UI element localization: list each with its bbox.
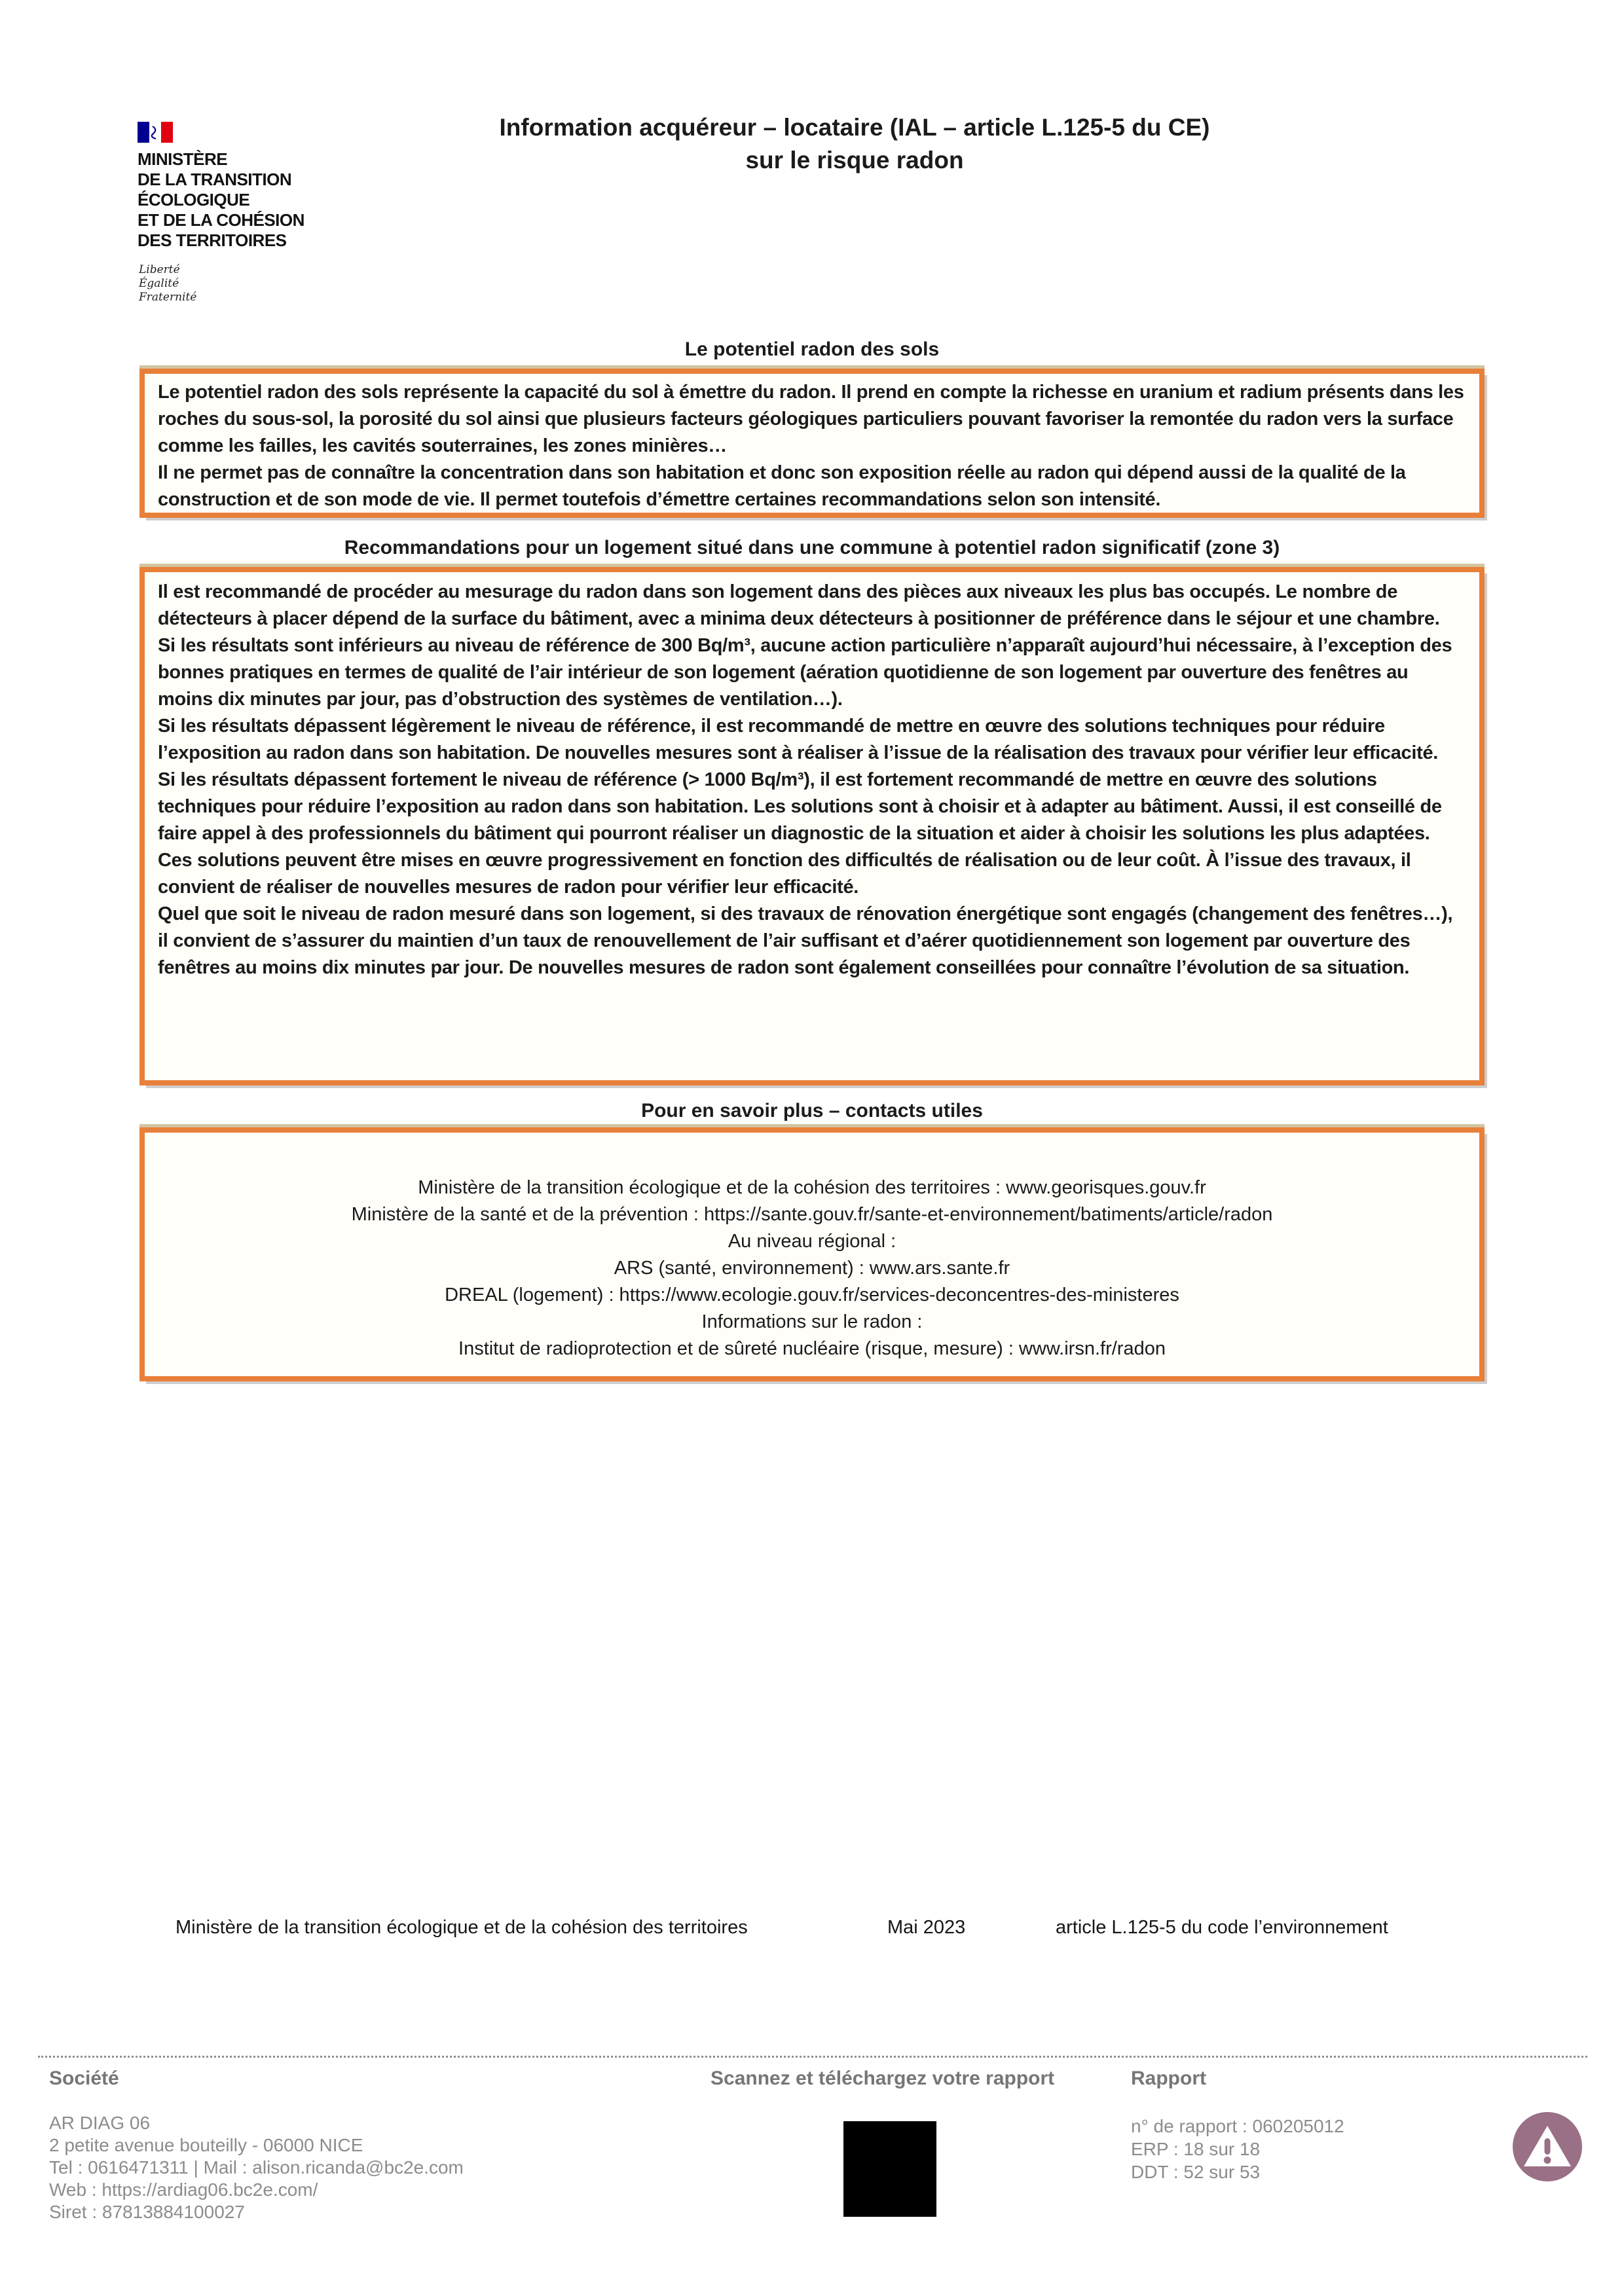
page-title-line2: sur le risque radon — [745, 147, 964, 173]
contact-line: Informations sur le radon : — [701, 1311, 923, 1332]
rapport-details — [1131, 2115, 1344, 2183]
contact-line: Ministère de la santé et de la prévention : https://sante.gouv.fr/sante-et-environnement/batiments/article/radon — [351, 1204, 1273, 1225]
footer-source: Ministère de la transition écologique et de la cohésion des territoires — [175, 1917, 748, 1938]
potentiel-box — [139, 369, 1485, 518]
warning-triangle-icon — [1513, 2112, 1582, 2181]
recommandations-paragraph: Si les résultats dépassent légèrement le niveau de référence, il est recommandé de mettre en œuvre des solutions techniques pour réduire l’exposition au radon dans son habitation. De nouvelles mesures sont à réaliser à l’issue de la réalisation des travaux pour vérifier leur efficacité. — [158, 716, 1439, 763]
ministry-name — [138, 149, 304, 251]
societe-heading: Société — [49, 2068, 119, 2089]
societe-web: Web : https://ardiag06.bc2e.com/ — [49, 2179, 318, 2200]
motto-line: Fraternité — [139, 291, 197, 304]
scan-heading: Scannez et téléchargez votre rapport — [710, 2068, 1055, 2089]
societe-siret: Siret : 87813884100027 — [49, 2202, 245, 2222]
contact-line: Au niveau régional : — [728, 1231, 896, 1252]
societe-name: AR DIAG 06 — [49, 2113, 151, 2133]
rapport-ddt: DDT : 52 sur 53 — [1131, 2162, 1261, 2182]
societe-contact: Tel : 0616471311 | Mail : alison.ricanda@bc2e.com — [49, 2157, 464, 2178]
contact-line: Institut de radioprotection et de sûreté nucléaire (risque, mesure) : www.irsn.fr/radon — [458, 1338, 1166, 1359]
recommandations-paragraph: Il est recommandé de procéder au mesurage du radon dans son logement dans des pièces aux niveaux les plus bas occupés. Le nombre de détecteurs à placer dépend de la surface du bâtiment, avec a minima deux détecteurs à positionner de préférence dans le séjour et une chambre. — [158, 581, 1440, 629]
french-flag-icon — [138, 122, 173, 146]
contact-line: Ministère de la transition écologique et de la cohésion des territoires : www.georisques.gouv.fr — [418, 1177, 1206, 1198]
ministry-name-line: DE LA TRANSITION — [138, 170, 292, 189]
potentiel-paragraph: Le potentiel radon des sols représente la capacité du sol à émettre du radon. Il prend en compte la richesse en uranium et radium présents dans les roches du sous-sol, la porosité du sol ainsi que plusieurs facteurs géologiques particuliers pouvant favoriser la remontée du radon vers la surface comme les failles, les cavités souterraines, les zones minières… — [158, 382, 1464, 456]
ministry-name-line: MINISTÈRE — [138, 149, 228, 169]
qr-code-image — [843, 2121, 936, 2217]
motto-line: Liberté — [139, 263, 180, 276]
footer-date: Mai 2023 — [887, 1917, 966, 1938]
section-heading-recommandations: Recommandations pour un logement situé dans une commune à potentiel radon significatif (zone 3) — [344, 537, 1280, 558]
ministry-motto — [139, 263, 196, 304]
ministry-name-line: ÉCOLOGIQUE — [138, 190, 250, 210]
recommandations-paragraph: Si les résultats sont inférieurs au niveau de référence de 300 Bq/m³, aucune action particulière n’apparaît aujourd’hui nécessaire, à l’exception des bonnes pratiques en termes de qualité de l’air intérieur de son logement (aération quotidienne de son logement par ouverture des fenêtres au moins dix minutes par jour, pas d’obstruction des systèmes de ventilation…). — [158, 635, 1452, 710]
contact-line: DREAL (logement) : https://www.ecologie.gouv.fr/services-deconcentres-des-ministeres — [445, 1285, 1179, 1305]
contact-line: ARS (santé, environnement) : www.ars.sante.fr — [614, 1258, 1010, 1279]
rapport-erp: ERP : 18 sur 18 — [1131, 2139, 1261, 2159]
section-heading-contacts: Pour en savoir plus – contacts utiles — [641, 1100, 983, 1121]
societe-details — [49, 2112, 464, 2223]
page-title — [478, 111, 1231, 177]
recommandations-paragraph: Quel que soit le niveau de radon mesuré dans son logement, si des travaux de rénovation énergétique sont engagés (changement des fenêtres…), il convient de s’assurer du maintien d’un taux de renouvellement de l’air suffisant et d’aérer quotidiennement son logement par ouverture des fenêtres au moins dix minutes par jour. De nouvelles mesures de radon sont également conseillées pour connaître l’évolution de sa situation. — [158, 903, 1453, 978]
potentiel-paragraph: Il ne permet pas de connaître la concentration dans son habitation et donc son exposition réelle au radon qui dépend aussi de la qualité de la construction et de son mode de vie. Il permet toutefois d’émettre certaines recommandations selon son intensité. — [158, 462, 1406, 510]
section-heading-potentiel: Le potentiel radon des sols — [684, 338, 940, 360]
ministry-name-line: DES TERRITOIRES — [138, 230, 287, 250]
rapport-heading: Rapport — [1131, 2068, 1206, 2089]
contacts-box — [139, 1127, 1485, 1381]
rapport-number: n° de rapport : 060205012 — [1131, 2116, 1344, 2136]
ministry-name-line: ET DE LA COHÉSION — [138, 210, 304, 230]
page-title-line1: Information acquéreur – locataire (IAL – article L.125-5 du CE) — [499, 114, 1210, 141]
recommandations-paragraph: Si les résultats dépassent fortement le niveau de référence (> 1000 Bq/m³), il est fortement recommandé de mettre en œuvre des solutions techniques pour réduire l’exposition au radon dans son habitation. Les solutions sont à choisir et à adapter au bâtiment. Aussi, il est conseillé de faire appel à des professionnels du bâtiment qui pourront réaliser un diagnostic de la situation et aider à choisir les solutions les plus adaptées. Ces solutions peuvent être mises en œuvre progressivement en fonction des difficultés de réalisation ou de leur coût. À l’issue des travaux, il convient de réaliser de nouvelles mesures de radon pour vérifier leur efficacité. — [158, 769, 1442, 898]
footer-dashed-divider — [38, 2056, 1587, 2058]
recommandations-box — [139, 567, 1485, 1085]
motto-line: Égalité — [139, 277, 179, 290]
societe-address: 2 petite avenue bouteilly - 06000 NICE — [49, 2135, 363, 2155]
footer-reference: article L.125-5 du code l’environnement — [1056, 1917, 1388, 1938]
